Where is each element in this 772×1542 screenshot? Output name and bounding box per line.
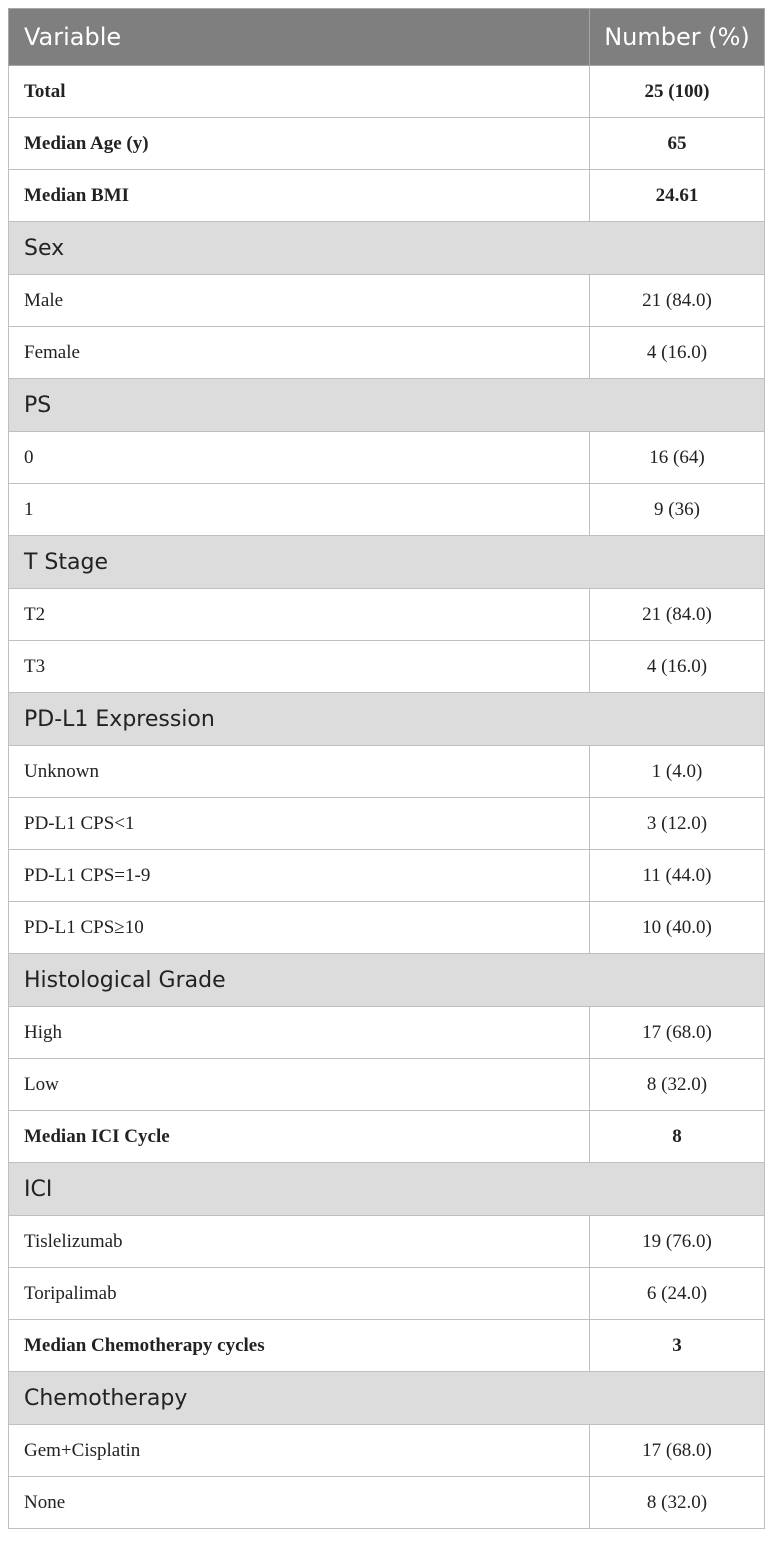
table-row <box>9 118 765 170</box>
section-row <box>9 536 765 589</box>
row-value: 4 (16.0) <box>590 327 765 379</box>
section-label: ICI <box>9 1163 765 1216</box>
row-label: 1 <box>9 484 590 536</box>
section-label: T Stage <box>9 536 765 589</box>
row-value: 24.61 <box>590 170 765 222</box>
row-value: 3 (12.0) <box>590 798 765 850</box>
table-row <box>9 66 765 118</box>
row-value: 17 (68.0) <box>590 1007 765 1059</box>
table-row <box>9 850 765 902</box>
row-label: Low <box>9 1059 590 1111</box>
row-label: Median Age (y) <box>9 118 590 170</box>
row-value: 25 (100) <box>590 66 765 118</box>
table-header-row <box>9 9 765 66</box>
table-row <box>9 1477 765 1529</box>
table-row <box>9 327 765 379</box>
row-label: Male <box>9 275 590 327</box>
row-label: Toripalimab <box>9 1268 590 1320</box>
row-label: Median BMI <box>9 170 590 222</box>
row-value: 11 (44.0) <box>590 850 765 902</box>
row-label: PD-L1 CPS≥10 <box>9 902 590 954</box>
row-value: 8 (32.0) <box>590 1059 765 1111</box>
section-row <box>9 379 765 432</box>
section-row <box>9 954 765 1007</box>
row-value: 4 (16.0) <box>590 641 765 693</box>
header-variable: Variable <box>9 9 590 66</box>
row-label: Female <box>9 327 590 379</box>
table-row <box>9 1320 765 1372</box>
row-value: 1 (4.0) <box>590 746 765 798</box>
row-label: Total <box>9 66 590 118</box>
table-row <box>9 1111 765 1163</box>
table-row <box>9 432 765 484</box>
table-row <box>9 589 765 641</box>
row-label: Median ICI Cycle <box>9 1111 590 1163</box>
row-label: Median Chemotherapy cycles <box>9 1320 590 1372</box>
table-row <box>9 484 765 536</box>
row-value: 10 (40.0) <box>590 902 765 954</box>
row-label: None <box>9 1477 590 1529</box>
row-label: Gem+Cisplatin <box>9 1425 590 1477</box>
section-row <box>9 693 765 746</box>
row-label: PD-L1 CPS<1 <box>9 798 590 850</box>
row-label: Tislelizumab <box>9 1216 590 1268</box>
table-row <box>9 1059 765 1111</box>
row-label: T3 <box>9 641 590 693</box>
row-label: Unknown <box>9 746 590 798</box>
table-row <box>9 1216 765 1268</box>
section-row <box>9 1163 765 1216</box>
section-label: PS <box>9 379 765 432</box>
row-value: 8 <box>590 1111 765 1163</box>
table-row <box>9 1425 765 1477</box>
row-value: 19 (76.0) <box>590 1216 765 1268</box>
table-row <box>9 902 765 954</box>
row-label: High <box>9 1007 590 1059</box>
table-row <box>9 798 765 850</box>
table-row <box>9 746 765 798</box>
row-value: 9 (36) <box>590 484 765 536</box>
row-value: 16 (64) <box>590 432 765 484</box>
row-label: T2 <box>9 589 590 641</box>
section-label: Sex <box>9 222 765 275</box>
row-value: 65 <box>590 118 765 170</box>
row-value: 17 (68.0) <box>590 1425 765 1477</box>
row-value: 8 (32.0) <box>590 1477 765 1529</box>
row-value: 6 (24.0) <box>590 1268 765 1320</box>
table-row <box>9 641 765 693</box>
characteristics-table <box>8 8 765 1529</box>
header-number: Number (%) <box>590 9 765 66</box>
section-row <box>9 222 765 275</box>
section-label: Chemotherapy <box>9 1372 765 1425</box>
table-row <box>9 170 765 222</box>
section-label: Histological Grade <box>9 954 765 1007</box>
row-label: 0 <box>9 432 590 484</box>
section-row <box>9 1372 765 1425</box>
table-row <box>9 1007 765 1059</box>
table-row <box>9 1268 765 1320</box>
row-value: 21 (84.0) <box>590 589 765 641</box>
row-value: 21 (84.0) <box>590 275 765 327</box>
section-label: PD-L1 Expression <box>9 693 765 746</box>
row-value: 3 <box>590 1320 765 1372</box>
table-row <box>9 275 765 327</box>
row-label: PD-L1 CPS=1-9 <box>9 850 590 902</box>
